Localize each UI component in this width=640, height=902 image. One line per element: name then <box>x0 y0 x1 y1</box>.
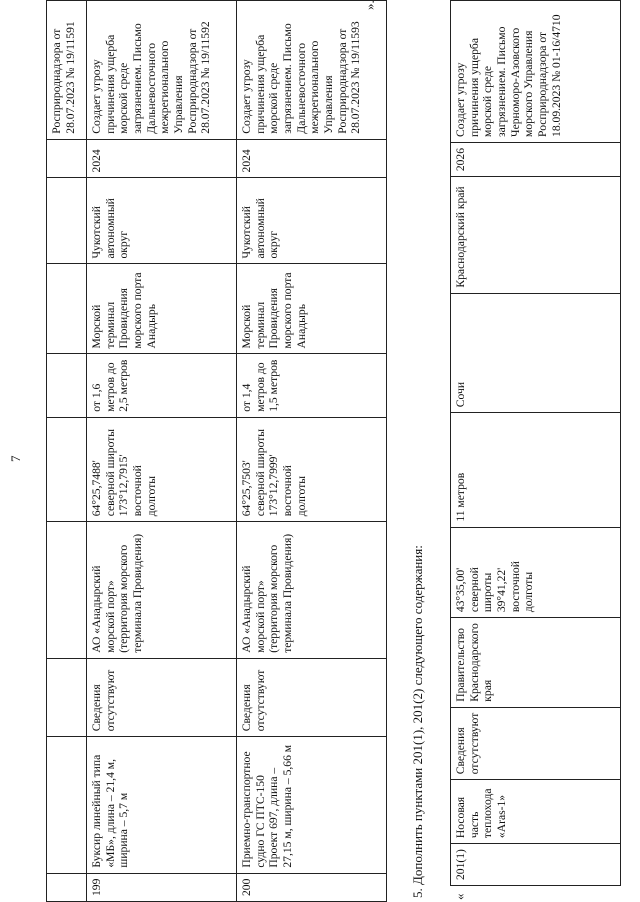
vessel-info: Сведения отсутствуют <box>87 658 237 736</box>
opening-quote-mark: « <box>452 893 467 900</box>
vessel-region: Чукотский автономный округ <box>87 178 237 264</box>
amendment-instruction: 5. Дополнить пунктами 201(1), 201(2) следующего содержания: <box>410 545 425 898</box>
row-number: 201(1) <box>451 844 621 886</box>
vessel-depth: от 1,4 метров до 1,5 метров <box>237 354 387 417</box>
vessel-year: 2026 <box>451 142 621 176</box>
vessel-owner: АО «Анадырский морской порт» (территория морского терминала Провидения) <box>237 522 387 659</box>
vessel-year: 2024 <box>87 139 237 178</box>
table-cell <box>47 417 87 521</box>
page-number: 7 <box>8 455 23 462</box>
vessel-region: Чукотский автономный округ <box>237 178 387 264</box>
vessel-coordinates: 43°35,00' северной широты 39°41,22' восточной долготы <box>451 527 621 618</box>
vessel-owner: Правительство Краснодарского края <box>451 618 621 708</box>
vessel-location: Сочи <box>451 293 621 413</box>
table-cell-note: Росприроднадзора от 28.07.2023 № 19/11591 <box>47 1 87 140</box>
vessel-description: Приемно-транспортное судно ГС ПТС-150 Проект 697, длина – 27,15 м, ширина – 5,66 м <box>237 737 387 873</box>
table-cell <box>47 264 87 354</box>
table-row-carryover <box>47 1 87 902</box>
table-cell <box>47 658 87 736</box>
vessel-region: Краснодарский край <box>451 177 621 293</box>
closing-quote-mark: ». <box>362 0 377 10</box>
vessel-info: Сведения отсутствуют <box>237 658 387 736</box>
vessel-coordinates: 64°25,7503' северной широты 173°12,7999' восточной долготы <box>237 417 387 521</box>
row-number: 200 <box>237 873 387 901</box>
vessel-location: Морской терминал Провидения морского порта Анадырь <box>87 264 237 354</box>
table-cell <box>47 522 87 659</box>
vessel-coordinates: 64°25,7488' северной широты 173°12,7915' восточной долготы <box>87 417 237 521</box>
vessel-depth: от 1,6 метров до 2,5 метров <box>87 354 237 417</box>
table-row-201-1 <box>451 1 621 886</box>
vessel-note: Создает угрозу причинения ущерба морской среде загрязнением. Письмо Дальневосточного межрегионального Управления Росприроднадзора от 28.07.2023 № 19/11593 <box>237 1 387 140</box>
vessel-location: Морской терминал Провидения морского порта Анадырь <box>237 264 387 354</box>
vessel-description: Буксир линейный типа «МБ», длина – 21,4 м, ширина – 5,7 м <box>87 737 237 873</box>
vessel-table-continued <box>46 0 387 902</box>
table-cell <box>47 139 87 178</box>
vessel-info: Сведения отсутствуют <box>451 707 621 780</box>
vessel-depth: 11 метров <box>451 413 621 527</box>
table-row-199 <box>87 1 237 902</box>
vessel-year: 2024 <box>237 139 387 178</box>
table-cell <box>47 737 87 873</box>
row-number: 199 <box>87 873 237 901</box>
vessel-description: Носовая часть теплохода «Aras-1» <box>451 780 621 844</box>
table-row-200 <box>237 1 387 902</box>
vessel-table-new-items <box>450 0 621 886</box>
table-cell <box>47 354 87 417</box>
vessel-note: Создает угрозу причинения ущерба морской среде загрязнением. Письмо Черноморо-Азовского морского Управления Росприроднадзора от 18.09.2023 № 01-16/4710 <box>451 1 621 143</box>
vessel-note: Создает угрозу причинения ущерба морской среде загрязнением. Письмо Дальневосточного межрегионального Управления Росприроднадзора от 28.07.2023 № 19/11592 <box>87 1 237 140</box>
table-cell <box>47 178 87 264</box>
table-cell <box>47 873 87 901</box>
vessel-owner: АО «Анадырский морской порт» (территория морского терминала Провидения) <box>87 522 237 659</box>
